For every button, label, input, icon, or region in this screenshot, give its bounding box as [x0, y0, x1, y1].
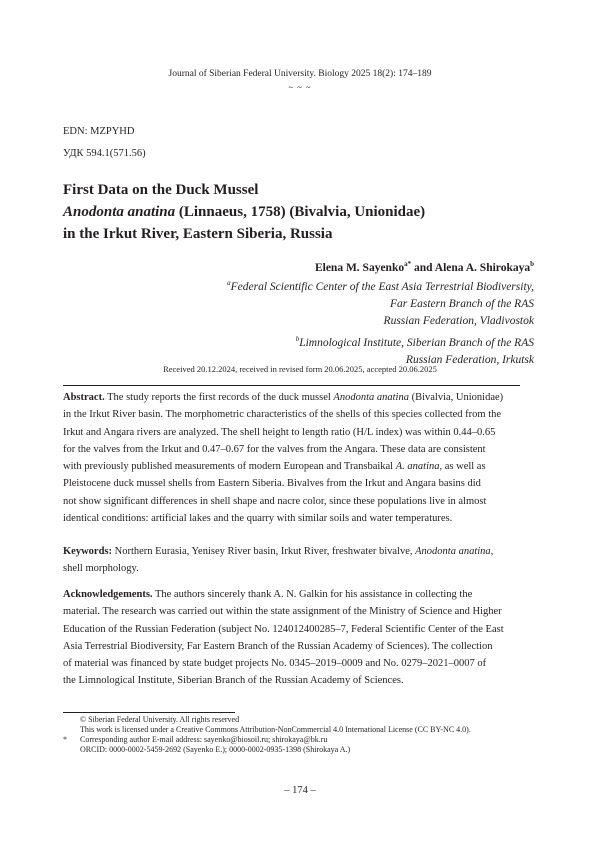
abstract-species: Anodonta anatina — [333, 392, 409, 403]
author-2-sup: b — [530, 260, 534, 268]
author-list — [315, 260, 534, 274]
affil-b-text: Limnological Institute, Siberian Branch of the RAS — [299, 336, 534, 349]
affil-b-sup: b — [295, 334, 300, 343]
corresponding-mark: * — [63, 735, 67, 744]
title-line-1: First Data on the Duck Mussel — [63, 182, 259, 198]
journal-header: Journal of Siberian Federal University. Biology 2025 18(2): 174–189 — [168, 69, 432, 79]
header-separator: ~ ~ ~ — [288, 82, 312, 92]
license-note: This work is licensed under a Creative Commons Attribution-NonCommercial 4.0 International License (CC BY-NC 4.0). — [80, 725, 471, 734]
abstract-text: , as well as — [439, 461, 486, 473]
affil-b-line-1 — [227, 331, 534, 352]
abstract-text: The study reports the first records of the duck mussel — [104, 392, 334, 403]
abstract-line: not show significant differences in shell shape and nacre color, since these populations live in almost — [63, 495, 487, 507]
title-species: Anodonta anatina — [63, 204, 176, 220]
keywords-text: , — [490, 546, 494, 557]
received-dates: Received 20.12.2024, received in revised form 20.06.2025, accepted 20.06.2025 — [163, 364, 437, 374]
footnote-row — [63, 745, 471, 755]
abstract-line: Pleistocene duck mussel shells from Eastern Siberia. Bivalves from the Irkut and Angara basins did — [63, 478, 481, 490]
keywords-line: shell morphology. — [63, 563, 139, 575]
ack-label: Acknowledgements. — [63, 589, 153, 600]
ack-line: Education of the Russian Federation (subject No. 124012400285–7, Federal Scientific Center of the East — [63, 623, 504, 635]
abstract — [63, 389, 520, 527]
abstract-line — [63, 458, 520, 475]
footnote-row — [63, 715, 471, 725]
abstract-divider — [63, 385, 520, 386]
acknowledgements — [63, 586, 520, 690]
copyright-note: © Siberian Federal University. All rights reserved — [80, 715, 240, 724]
title-line-2-rest: (Linnaeus, 1758) (Bivalvia, Unionidae) — [175, 204, 426, 220]
ack-line: of material was financed by state budget projects No. 0345–2019–0009 and No. 0279–2021–0007 of — [63, 658, 487, 670]
footnote-mark-empty — [63, 715, 80, 725]
edn-code: EDN: MZPYHD — [63, 126, 135, 137]
abstract-text: (Bivalvia, Unionidae) — [408, 392, 504, 403]
author-2: Alena A. Shirokaya — [434, 261, 531, 274]
keywords-line — [63, 543, 520, 560]
abstract-line: for the valves from the Irkut and 0.47–0.67 for the valves from the Angara. These data are consistent — [63, 443, 486, 455]
abstract-text: with previously published measurements of modern European and Transbaikal — [63, 461, 396, 473]
udk-code: УДК 594.1(571.56) — [63, 148, 146, 159]
footnote-row — [63, 735, 471, 745]
affil-a-line-3: Russian Federation, Vladivostok — [383, 315, 534, 328]
affil-a-line-1 — [227, 275, 534, 296]
ack-line: Asia Terrestrial Biodiversity, Far Eastern Branch of the Russian Academy of Sciences). The collection — [63, 640, 493, 652]
keywords — [63, 543, 520, 578]
author-conjunction: and — [411, 261, 435, 274]
abstract-label: Abstract. — [63, 392, 105, 403]
keywords-label: Keywords: — [63, 546, 112, 557]
footnote-mark-empty — [63, 745, 80, 755]
footnote-row — [63, 725, 471, 735]
abstract-line — [63, 389, 520, 406]
keywords-text: Northern Eurasia, Yenisey River basin, Irkut River, freshwater bivalve, — [112, 546, 416, 557]
article-title — [63, 179, 425, 245]
abstract-line: Irkut and Angara rivers are analyzed. The shell height to length ratio (H/L index) was within 0.44–0.65 — [63, 426, 496, 438]
footnotes — [63, 715, 471, 755]
keywords-species: Anodonta anatina — [415, 546, 491, 557]
affil-a-text: Federal Scientific Center of the East Asia Terrestrial Biodiversity, — [230, 280, 534, 293]
ack-text: The authors sincerely thank A. N. Galkin for his assistance in collecting the — [152, 589, 473, 600]
affil-a-sup: a — [227, 279, 231, 287]
title-line-3: in the Irkut River, Eastern Siberia, Russia — [63, 226, 333, 242]
abstract-line: identical conditions: artificial lakes and the quarry with similar soils and water temperatures. — [63, 513, 453, 525]
orcid-note: ORCID: 0000-0002-5459-2692 (Sayenko E.); 0000-0002-0935-1398 (Shirokaya A.) — [80, 745, 351, 754]
title-line-2 — [63, 201, 425, 223]
page-number: – 174 – — [284, 785, 316, 796]
abstract-species: A. anatina — [395, 461, 440, 473]
affil-b-line-2: Russian Federation, Irkutsk — [405, 353, 534, 366]
abstract-line: in the Irkut River basin. The morphometric characteristics of the shells of this species collected from the — [63, 409, 502, 421]
author-1: Elena M. Sayenko — [314, 261, 405, 274]
author-1-sup: a* — [404, 260, 412, 268]
corresponding-note: Corresponding author E-mail address: sayenko@biosoil.ru; shirokaya@bk.ru — [80, 735, 328, 744]
affil-a-line-2: Far Eastern Branch of the RAS — [389, 298, 534, 311]
footnote-divider — [63, 712, 235, 713]
ack-line — [63, 586, 520, 603]
ack-line: the Limnological Institute, Siberian Branch of the Russian Academy of Sciences. — [63, 675, 404, 687]
footnote-mark-empty — [63, 725, 80, 735]
ack-line: material. The research was carried out within the state assignment of the Ministry of Science and Higher — [63, 606, 502, 618]
affiliations — [227, 275, 534, 369]
